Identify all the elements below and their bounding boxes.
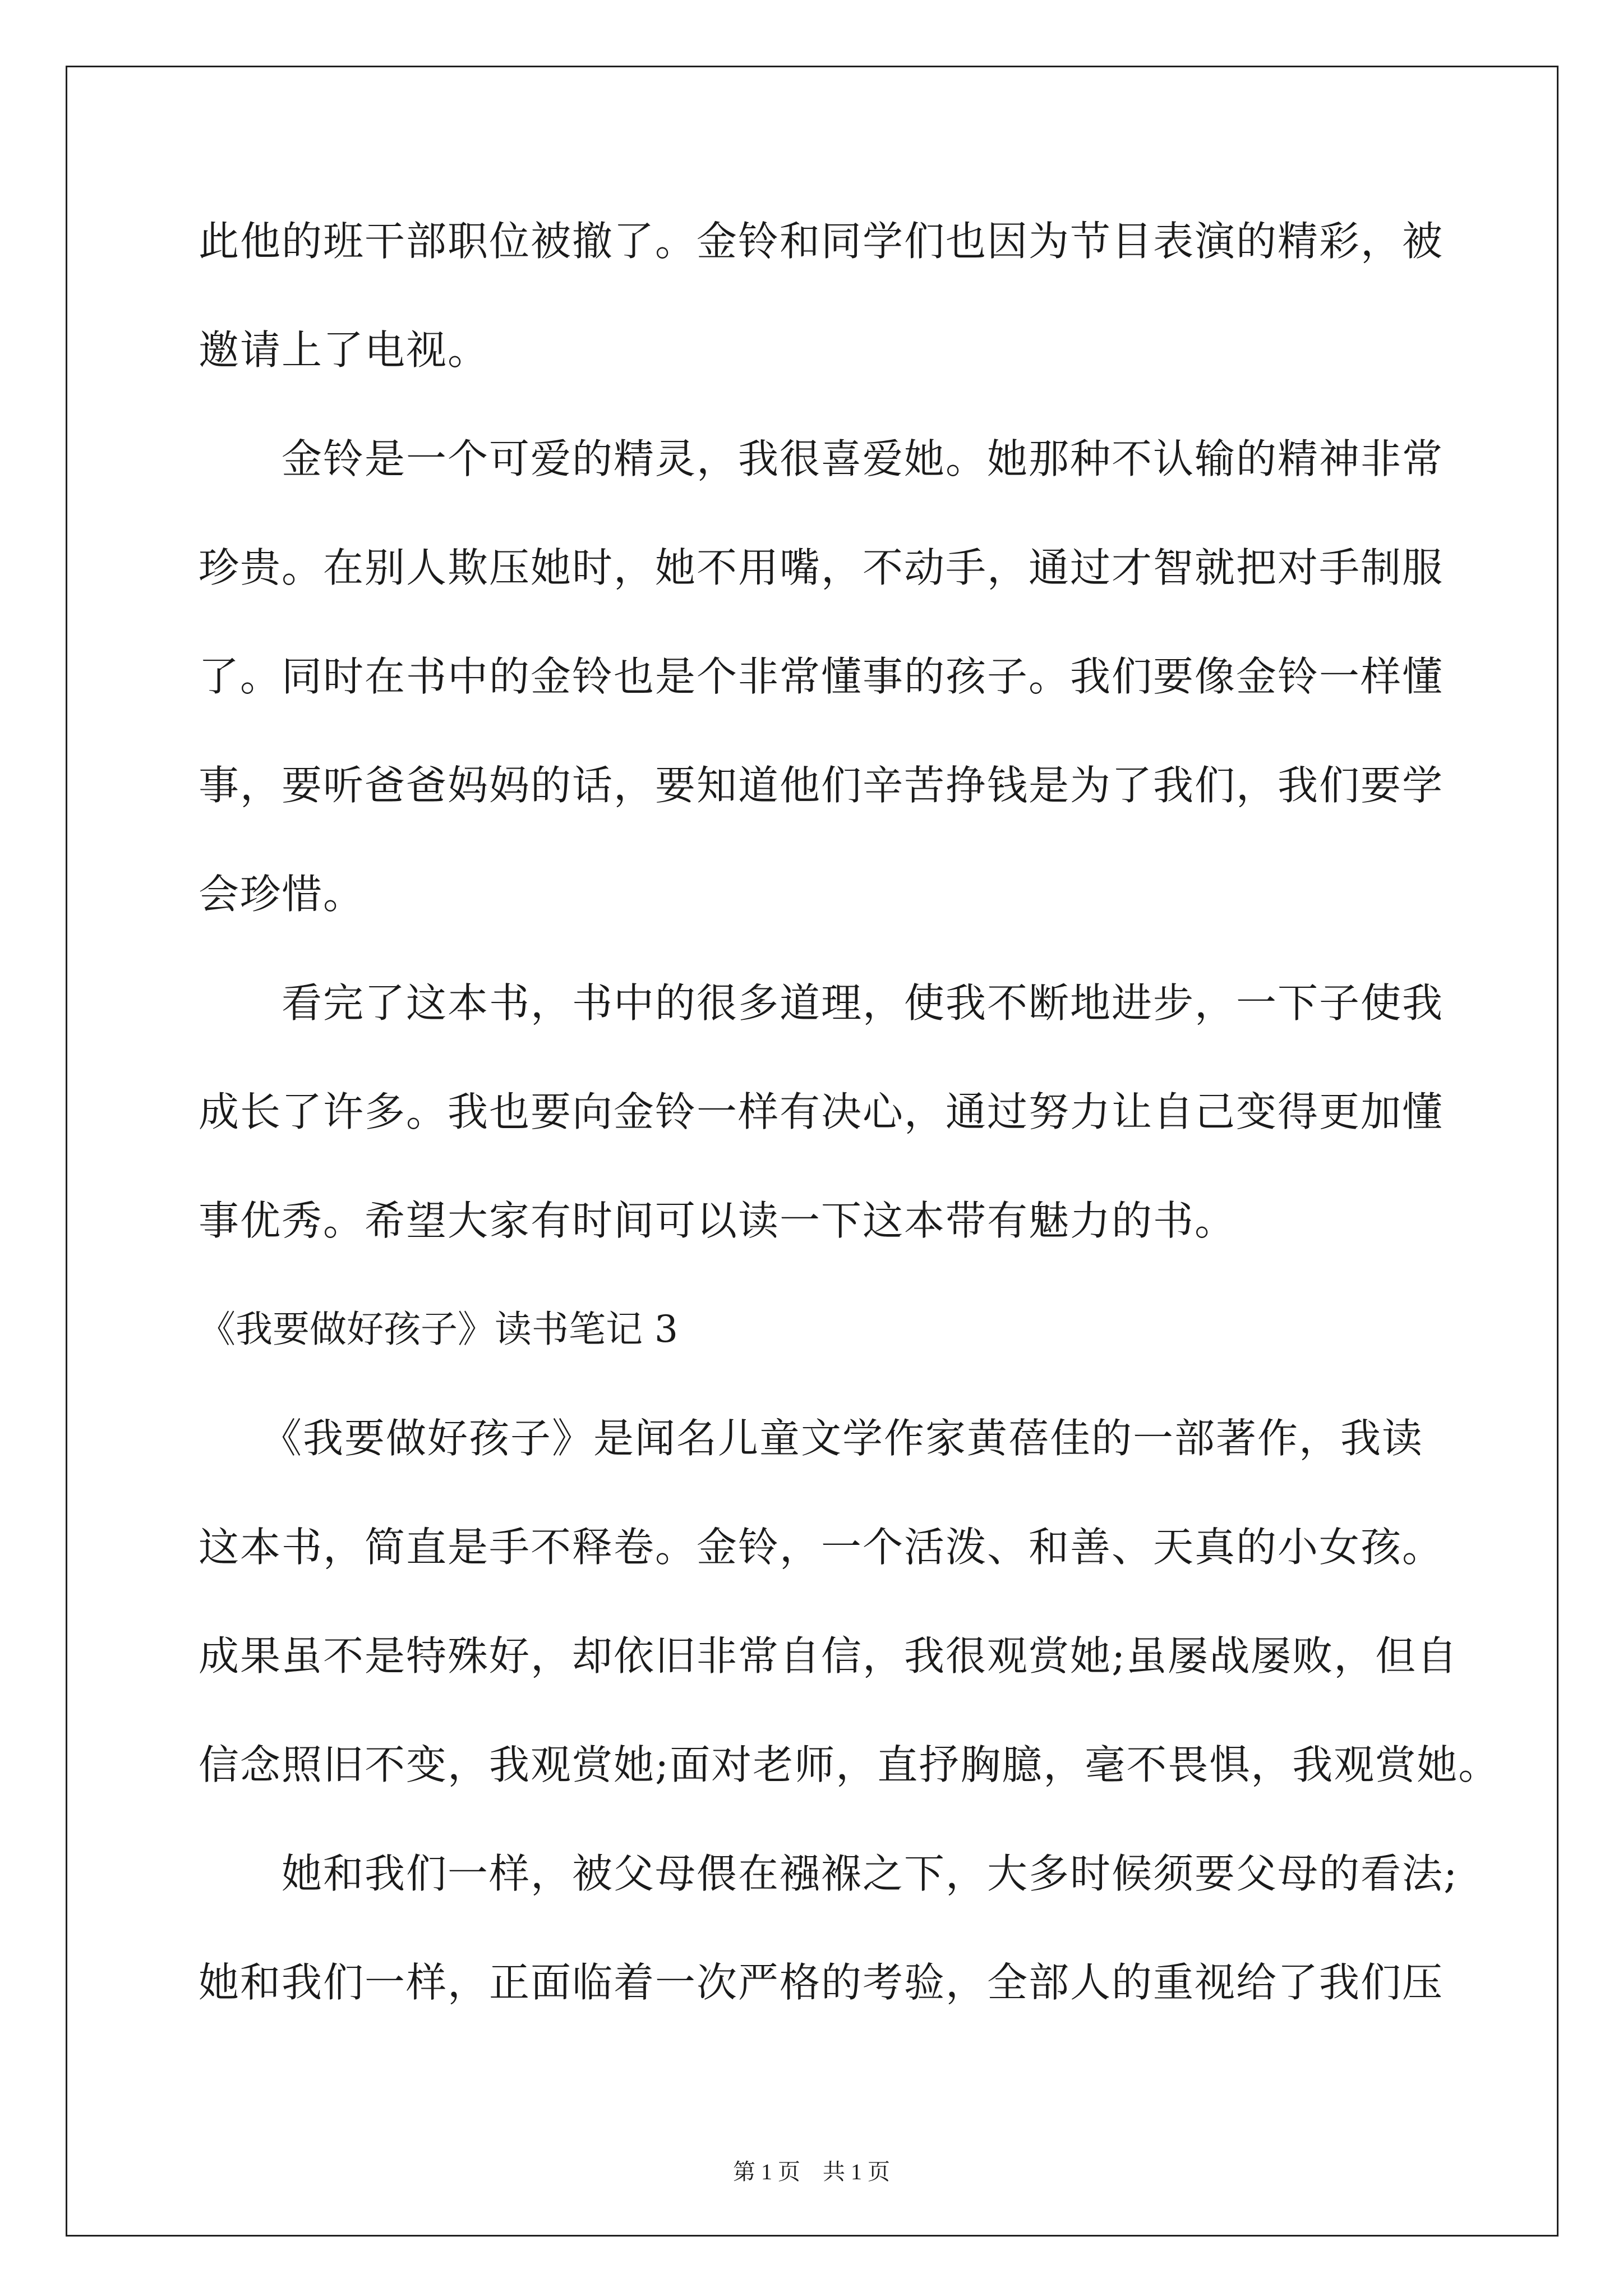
section-heading: 《我要做好孩子》读书笔记 3	[199, 1308, 678, 1351]
text-line: 会珍惜。	[199, 871, 365, 918]
text-line: 珍贵。在别人欺压她时，她不用嘴，不动手，通过才智就把对手制服	[199, 544, 1444, 591]
page-number: 第 1 页 共 1 页	[733, 2159, 890, 2184]
text-line: 了。同时在书中的金铃也是个非常懂事的孩子。我们要像金铃一样懂	[199, 653, 1444, 700]
page-footer	[0, 2154, 1623, 2186]
text-line: 金铃是一个可爱的精灵，我很喜爱她。她那种不认输的精神非常	[199, 435, 1444, 482]
text-line: 她和我们一样，正面临着一次严格的考验，全部人的重视给了我们压	[199, 1959, 1444, 2006]
document-body	[199, 218, 1500, 2069]
text-line: 此他的班干部职位被撤了。金铃和同学们也因为节目表演的精彩，被	[199, 218, 1444, 265]
text-line: 成长了许多。我也要向金铃一样有决心，通过努力让自己变得更加懂	[199, 1088, 1444, 1135]
text-line: 《我要做好孩子》是闻名儿童文学作家黄蓓佳的一部著作，我读	[199, 1415, 1424, 1462]
text-line: 这本书，简直是手不释卷。金铃，一个活泼、和善、天真的小女孩。	[199, 1524, 1444, 1571]
text-line: 她和我们一样，被父母偎在襁褓之下，大多时候须要父母的看法;	[199, 1850, 1459, 1897]
text-line: 信念照旧不变，我观赏她;面对老师，直抒胸臆，毫不畏惧，我观赏她。	[199, 1741, 1500, 1788]
text-line: 事优秀。希望大家有时间可以读一下这本带有魅力的书。	[199, 1197, 1237, 1244]
text-line: 看完了这本书，书中的很多道理，使我不断地进步，一下子使我	[199, 979, 1444, 1027]
text-line: 邀请上了电视。	[199, 326, 490, 374]
text-line: 成果虽不是特殊好，却依旧非常自信，我很观赏她;虽屡战屡败，但自	[199, 1632, 1459, 1680]
text-line: 事，要听爸爸妈妈的话，要知道他们辛苦挣钱是为了我们，我们要学	[199, 762, 1444, 809]
